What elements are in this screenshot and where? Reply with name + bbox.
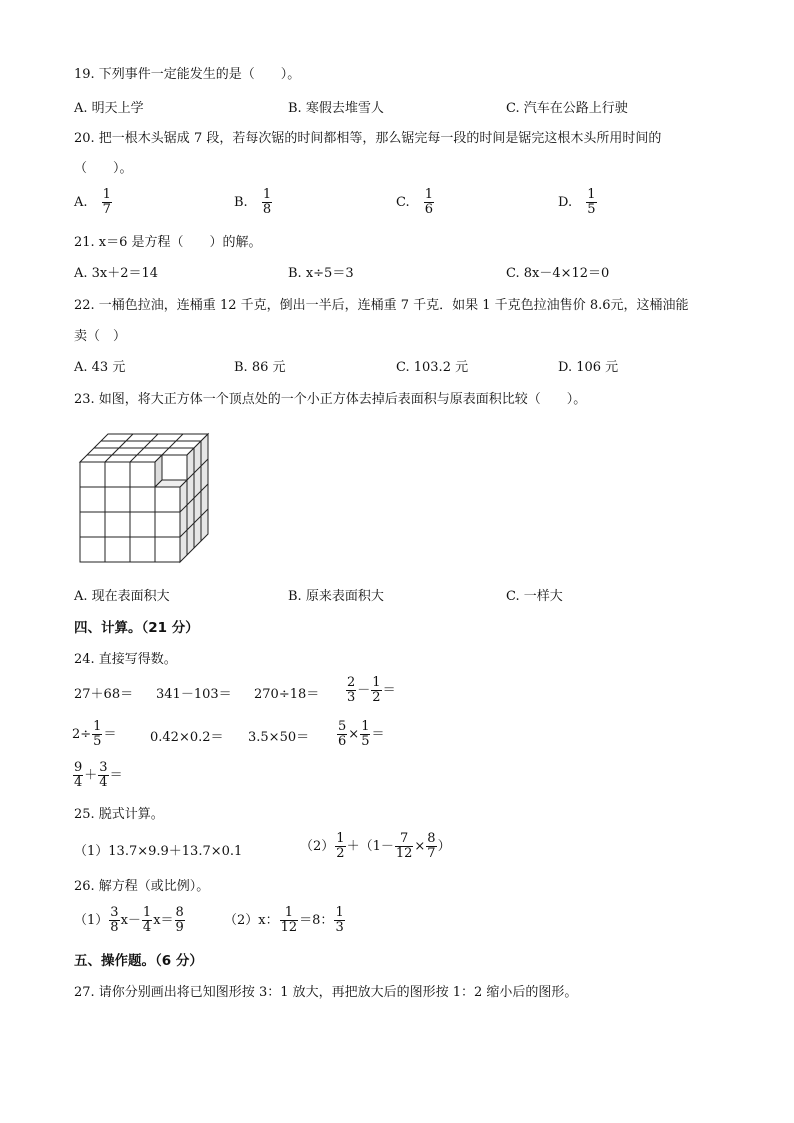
q26-part-2: （2）x： $\frac{1}{12}$ ＝8： $\frac{1}{3}$ [224,905,344,935]
q20-option-a: A. $\frac{1}{7}$ [74,187,111,217]
q24-expr-6: 0.42×0.2＝ [150,730,224,745]
q22-option-b: B. 86 元 [234,360,286,375]
q22-option-a: A. 43 元 [74,360,126,375]
q24-expr-8: $\frac{5}{6}$ × $\frac{1}{5}$ ＝ [338,719,385,749]
cube-figure [78,430,218,566]
fraction: $\frac{1}{4}$ [142,905,152,935]
q22-stem-line2: 卖（ ） [74,329,127,344]
q19-stem: 19. 下列事件一定能发生的是（ ）。 [74,67,301,82]
q23-option-b: B. 原来表面积大 [288,589,384,604]
fraction: $\frac{1}{12}$ [280,905,298,935]
q24-expr-9: $\frac{9}{4}$ ＋ $\frac{3}{4}$ ＝ [74,760,123,790]
fraction: $\frac{7}{12}$ [395,831,413,861]
fraction: $\frac{1}{3}$ [335,905,344,935]
q19-option-c: C. 汽车在公路上行驶 [506,101,628,116]
q24-stem: 24. 直接写得数。 [74,652,177,667]
q21-stem: 21. x＝6 是方程（ ）的解。 [74,235,262,250]
q27-stem: 27. 请你分别画出将已知图形按 3：1 放大，再把放大后的图形按 1：2 缩小后的图形。 [74,985,578,1000]
q19-option-b: B. 寒假去堆雪人 [288,101,384,116]
fraction: $\frac{9}{4}$ [74,760,83,790]
section-4-heading: 四、计算。（21 分） [74,620,199,636]
q19-option-a: A. 明天上学 [74,101,144,116]
fraction: $\frac{8}{7}$ [427,831,436,861]
q20-stem-line1: 20. 把一根木头锯成 7 段，若每次锯的时间都相等，那么锯完每一段的时间是锯完这根木头所用时间的 [74,131,662,146]
section-5-heading: 五、操作题。（6 分） [74,953,203,969]
q24-expr-2: 341－103＝ [156,687,232,702]
q26-part-1: （1） $\frac{3}{8}$ x－ $\frac{1}{4}$ x＝ $\frac{8}{9}$ [74,905,184,935]
q23-option-c: C. 一样大 [506,589,563,604]
q23-option-a: A. 现在表面积大 [74,589,170,604]
q22-option-c: C. 103.2 元 [396,360,469,375]
q20-option-c: C. $\frac{1}{6}$ [396,187,434,217]
q25-part-1: （1）13.7×9.9＋13.7×0.1 [74,844,243,859]
q21-option-c: C. 8x－4×12＝0 [506,266,610,281]
fraction: $\frac{2}{3}$ [347,675,356,705]
fraction: $\frac{1}{7}$ [102,187,111,217]
fraction: $\frac{3}{4}$ [99,760,108,790]
q24-expr-1: 27＋68＝ [74,687,134,702]
q22-stem-line1: 22. 一桶色拉油，连桶重 12 千克，倒出一半后，连桶重 7 千克．如果 1 千克色拉油售价 8.6元，这桶油能 [74,298,689,313]
fraction: $\frac{1}{2}$ [372,675,381,705]
fraction: $\frac{3}{8}$ [110,905,119,935]
fraction: $\frac{8}{9}$ [175,905,184,935]
q20-option-b: B. $\frac{1}{8}$ [234,187,272,217]
fraction: $\frac{5}{6}$ [338,719,347,749]
q21-option-a: A. 3x＋2＝14 [74,266,159,281]
q23-stem: 23. 如图，将大正方体一个顶点处的一个小正方体去掉后表面积与原表面积比较（ ）。 [74,392,587,407]
q24-expr-5: 2÷ $\frac{1}{5}$ ＝ [72,719,117,749]
q24-expr-7: 3.5×50＝ [248,730,310,745]
fraction: $\frac{1}{5}$ [93,719,102,749]
fraction: $\frac{1}{2}$ [336,831,345,861]
q25-stem: 25. 脱式计算。 [74,807,164,822]
q20-stem-line2: （ ）。 [74,161,133,176]
q21-option-b: B. x÷5＝3 [288,266,354,281]
fraction: $\frac{1}{6}$ [424,187,434,217]
q26-stem: 26. 解方程（或比例）。 [74,879,210,894]
q24-expr-3: 270÷18＝ [254,687,320,702]
fraction: $\frac{1}{5}$ [361,719,370,749]
q24-expr-4: $\frac{2}{3}$ － $\frac{1}{2}$ ＝ [347,675,396,705]
q22-option-d: D. 106 元 [558,360,619,375]
fraction: $\frac{1}{8}$ [262,187,272,217]
q20-option-d: D. $\frac{1}{5}$ [558,187,596,217]
fraction: $\frac{1}{5}$ [587,187,596,217]
q25-part-2: （2） $\frac{1}{2}$ ＋（1－ $\frac{7}{12}$ × $\frac{8}{7}$ ） [300,831,451,861]
